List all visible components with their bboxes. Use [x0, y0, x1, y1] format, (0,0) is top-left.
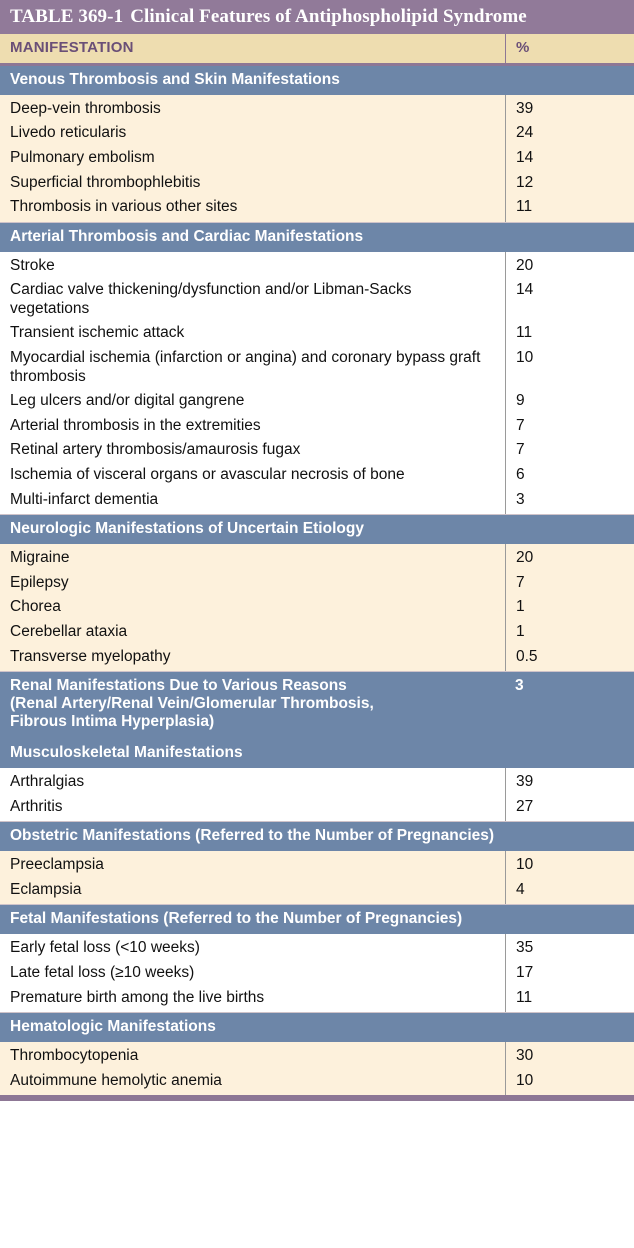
cell-percent: 3: [505, 488, 634, 515]
section-header: [0, 66, 634, 95]
section-header-label: [0, 515, 505, 544]
section-header-value: [505, 1013, 634, 1042]
cell-percent: 14: [505, 278, 634, 321]
table-row: [0, 321, 634, 346]
section-header-value: 3: [515, 677, 524, 695]
cell-manifestation: Myocardial ischemia (infarction or angina) and coronary bypass graft thrombosis: [10, 349, 481, 385]
cell-manifestation: Cardiac valve thickening/dysfunction and/or Libman-Sacks vegetations: [10, 281, 412, 317]
cell-percent: 6: [505, 463, 634, 488]
table-row: [0, 195, 634, 222]
section-header: [0, 671, 634, 768]
section-header-line: Venous Thrombosis and Skin Manifestations: [10, 70, 340, 88]
cell-percent: 11: [505, 986, 634, 1013]
table-row: [0, 795, 634, 822]
cell-manifestation: Livedo reticularis: [10, 124, 127, 142]
table-row: [0, 389, 634, 414]
cell-manifestation: Late fetal loss (≥10 weeks): [10, 963, 195, 981]
table-row: [0, 121, 634, 146]
cell-manifestation: Transient ischemic attack: [10, 324, 185, 342]
cell-manifestation: Preeclampsia: [10, 856, 104, 874]
cell-percent: 10: [505, 851, 634, 878]
cell-manifestation: Retinal artery thrombosis/amaurosis fugax: [10, 441, 301, 459]
cell-manifestation: Chorea: [10, 598, 61, 616]
cell-manifestation: Stroke: [10, 256, 55, 274]
table-row: [0, 438, 634, 463]
cell-percent: 12: [505, 171, 634, 196]
section-header-label: [0, 1013, 505, 1042]
cell-percent: 7: [505, 414, 634, 439]
cell-manifestation: Early fetal loss (<10 weeks): [10, 939, 200, 957]
cell-percent: 27: [505, 795, 634, 822]
cell-manifestation: Eclampsia: [10, 880, 82, 898]
cell-manifestation: Multi-infarct dementia: [10, 490, 159, 508]
cell-manifestation: Deep-vein thrombosis: [10, 99, 161, 117]
cell-manifestation: Migraine: [10, 549, 70, 567]
cell-percent: 1: [505, 595, 634, 620]
cell-percent: 20: [505, 544, 634, 571]
section-rows: [0, 95, 634, 222]
cell-percent: 7: [505, 438, 634, 463]
section-header-line: Fibrous Intima Hyperplasia): [10, 713, 215, 731]
section-header-value: [505, 905, 634, 934]
table-row: [0, 595, 634, 620]
cell-percent: 24: [505, 121, 634, 146]
column-header-row: [0, 34, 634, 66]
table-title-text: Clinical Features of Antiphospholipid Syndrome: [130, 6, 527, 27]
section-rows: [0, 934, 634, 1012]
cell-percent: 11: [505, 195, 634, 222]
section-header-value: [505, 223, 634, 252]
section-header-line: Obstetric Manifestations (Referred to the Number of Pregnancies): [10, 827, 495, 845]
section-header-label: [0, 822, 505, 851]
table-row: [0, 620, 634, 645]
section-rows: [0, 1042, 634, 1095]
section-header-line: Renal Manifestations Due to Various Reasons: [10, 677, 347, 695]
cell-percent: 1: [505, 620, 634, 645]
section-rows: [0, 252, 634, 515]
table-row: [0, 463, 634, 488]
table-row: [0, 278, 634, 321]
cell-manifestation: Leg ulcers and/or digital gangrene: [10, 392, 245, 410]
cell-manifestation: Transverse myelopathy: [10, 647, 171, 665]
cell-manifestation: Autoimmune hemolytic anemia: [10, 1071, 222, 1089]
table-row: [0, 986, 634, 1013]
table-row: [0, 95, 634, 122]
cell-manifestation: Superficial thrombophlebitis: [10, 173, 201, 191]
table-row: [0, 934, 634, 961]
section-header-line: Hematologic Manifestations: [10, 1018, 216, 1036]
cell-percent: 10: [505, 1069, 634, 1096]
table-number: TABLE 369-1: [10, 6, 124, 27]
table-row: [0, 414, 634, 439]
cell-percent: 11: [505, 321, 634, 346]
cell-manifestation: Arthritis: [10, 797, 63, 815]
cell-percent: 20: [505, 252, 634, 279]
section-header-value: [505, 822, 634, 851]
cell-percent: 10: [505, 346, 634, 389]
section-header-value: [505, 515, 634, 544]
cell-manifestation: Thrombocytopenia: [10, 1047, 139, 1065]
cell-percent: 7: [505, 571, 634, 596]
section-header-line: Arterial Thrombosis and Cardiac Manifestations: [10, 227, 364, 245]
cell-percent: 35: [505, 934, 634, 961]
cell-manifestation: Arthralgias: [10, 773, 85, 790]
cell-percent: 17: [505, 961, 634, 986]
column-header-manifestation: MANIFESTATION: [10, 39, 134, 56]
table-row: [0, 146, 634, 171]
section-rows: [0, 768, 634, 821]
cell-manifestation: Arterial thrombosis in the extremities: [10, 416, 261, 434]
table-row: [0, 1069, 634, 1096]
section-header: [0, 904, 634, 934]
section-header-line: (Renal Artery/Renal Vein/Glomerular Thrombosis,: [10, 695, 374, 713]
cell-manifestation: Cerebellar ataxia: [10, 622, 128, 640]
cell-manifestation: Epilepsy: [10, 573, 69, 591]
cell-manifestation: Ischemia of visceral organs or avascular necrosis of bone: [10, 466, 405, 483]
cell-percent: 4: [505, 878, 634, 905]
table-row: [0, 171, 634, 196]
table-row: [0, 961, 634, 986]
section-header-label: [0, 905, 505, 934]
section-header-value: [505, 66, 634, 95]
table-title: [0, 0, 634, 34]
cell-percent: 14: [505, 146, 634, 171]
cell-percent: 30: [505, 1042, 634, 1069]
table-row: [0, 252, 634, 279]
cell-manifestation: Premature birth among the live births: [10, 988, 265, 1006]
table-row: [0, 645, 634, 672]
cell-percent: 39: [505, 95, 634, 122]
table-row: [0, 878, 634, 905]
section-subheader-label: Musculoskeletal Manifestations: [10, 744, 243, 762]
section-rows: [0, 851, 634, 904]
section-header: [0, 222, 634, 252]
section-header-line: Neurologic Manifestations of Uncertain Etiology: [10, 520, 364, 538]
cell-manifestation: Pulmonary embolism: [10, 148, 155, 166]
section-header-label: [0, 672, 505, 768]
table-row: [0, 851, 634, 878]
cell-percent: 9: [505, 389, 634, 414]
table-row: [0, 1042, 634, 1069]
section-rows: [0, 544, 634, 671]
table-row: [0, 768, 634, 795]
column-header-percent: %: [505, 34, 634, 63]
section-header: [0, 514, 634, 544]
section-header-label: [0, 223, 505, 252]
table-body: [0, 66, 634, 1096]
cell-percent: 39: [505, 768, 634, 795]
cell-percent: 0.5: [505, 645, 634, 672]
section-header: [0, 1012, 634, 1042]
table-row: [0, 571, 634, 596]
table-row: [0, 488, 634, 515]
table-row: [0, 544, 634, 571]
cell-manifestation: Thrombosis in various other sites: [10, 198, 238, 216]
section-header-label: [0, 66, 505, 95]
section-header: [0, 821, 634, 851]
section-header-line: Fetal Manifestations (Referred to the Number of Pregnancies): [10, 910, 463, 928]
table-row: [0, 346, 634, 389]
